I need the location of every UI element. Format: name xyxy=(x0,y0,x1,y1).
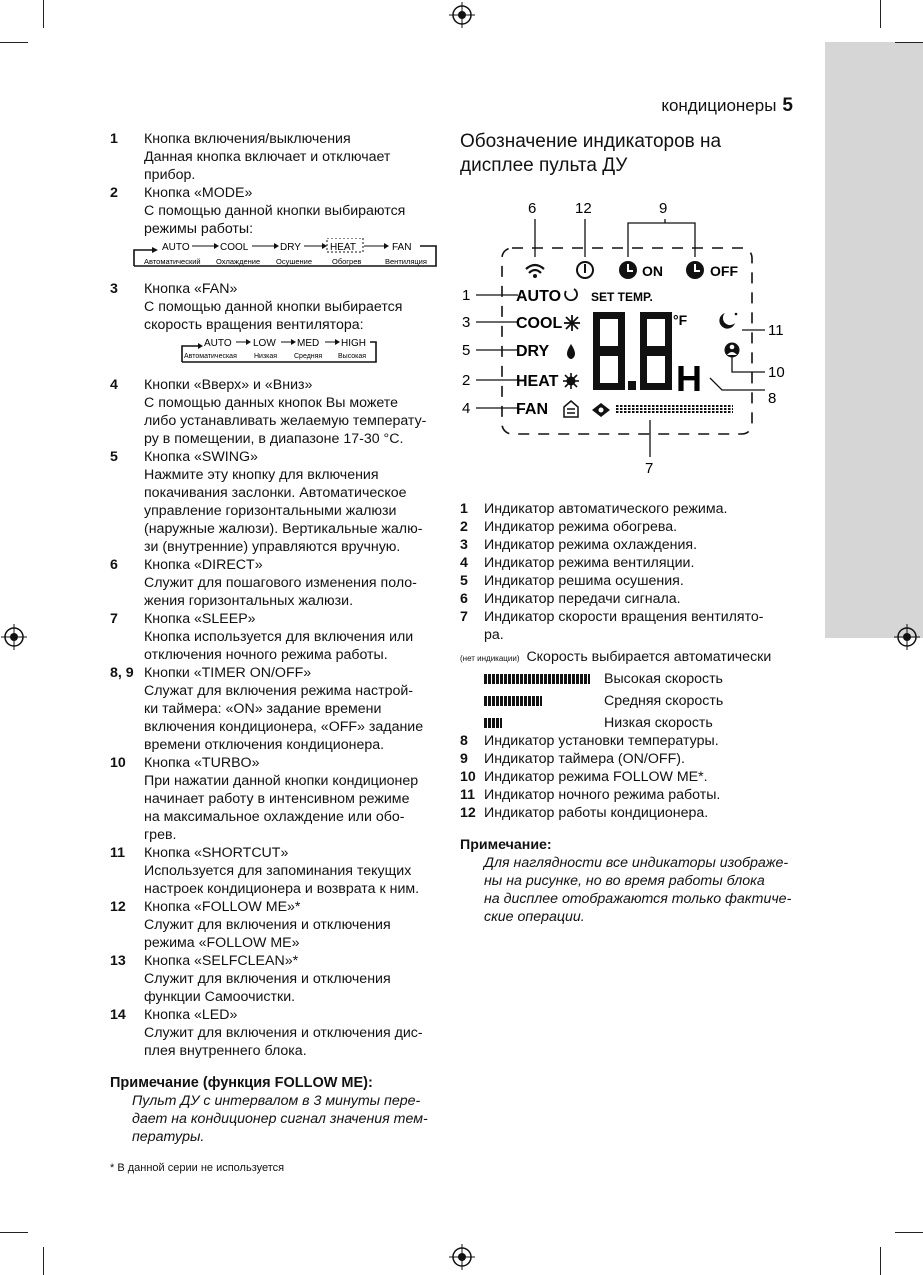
note-line: Для наглядности все индикаторы изображе- xyxy=(484,855,789,871)
crop-mark xyxy=(880,1247,881,1275)
item-number: 4 xyxy=(110,377,118,393)
note-line: пературы. xyxy=(132,1129,205,1145)
callout-12: 12 xyxy=(575,200,592,217)
mode-label: AUTO xyxy=(162,242,190,253)
list-item xyxy=(460,554,800,572)
crop-mark xyxy=(880,0,881,28)
list-item xyxy=(460,590,800,608)
item-title: Кнопки «TIMER ON/OFF» xyxy=(144,665,312,681)
list-item xyxy=(460,572,800,590)
item-text: времени отключения кондиционера. xyxy=(144,737,385,753)
sleep-icon xyxy=(719,313,737,329)
registration-mark-icon xyxy=(449,2,475,28)
list-item xyxy=(460,750,800,768)
arrow-head xyxy=(322,243,327,249)
arrow-head xyxy=(274,243,279,249)
note-line: ны на рисунке, но во время работы блока xyxy=(484,873,765,889)
item-text: Служит для включения и отключения xyxy=(144,917,391,933)
list-item xyxy=(460,732,800,750)
item-number: 1 xyxy=(460,501,468,517)
item-text: Индикатор режима обогрева. xyxy=(484,519,678,535)
note-line: Пульт ДУ с интервалом в 3 минуты пере- xyxy=(132,1093,421,1109)
callout-5: 5 xyxy=(462,342,471,359)
timer-on-icon xyxy=(619,261,637,279)
note-line: дает на кондиционер сигнал значения тем- xyxy=(132,1111,428,1127)
item-title: Кнопка «DIRECT» xyxy=(144,557,263,573)
page-number: 5 xyxy=(782,95,793,116)
speed-label: Низкая скорость xyxy=(604,715,713,731)
set-temp-label: SET TEMP. xyxy=(591,290,653,304)
item-number: 11 xyxy=(460,787,475,803)
item-text: Индикатор таймера (ON/OFF). xyxy=(484,751,685,767)
item-text: отключения ночного режима работы. xyxy=(144,647,388,663)
follow-me-icon xyxy=(725,343,740,358)
item-text: ру в помещении, в диапазоне 17-30 °С. xyxy=(144,431,404,447)
arrow-head xyxy=(246,339,251,345)
snowflake-icon xyxy=(564,315,580,331)
mode-caption: Охлаждение xyxy=(216,257,261,266)
footnote: * В данной серии не используется xyxy=(110,1162,285,1174)
item-text: Служат для включения режима настрой- xyxy=(144,683,414,699)
item-number: 6 xyxy=(110,557,118,573)
arrow-head xyxy=(214,243,219,249)
fan-icon xyxy=(592,403,610,417)
speed-bars-low xyxy=(484,718,502,728)
signal-icon xyxy=(526,265,544,278)
item-number: 7 xyxy=(460,609,468,625)
item-number: 4 xyxy=(460,555,468,571)
item-number: 12 xyxy=(110,899,126,915)
h-segment: H xyxy=(676,358,702,399)
list-item xyxy=(110,1006,440,1060)
leader-line xyxy=(732,355,765,372)
item-number: 13 xyxy=(110,953,126,969)
item-text: С помощью данной кнопки выбираются xyxy=(144,203,406,219)
fan-caption: Высокая xyxy=(338,353,367,360)
item-text: Индикатор передачи сигнала. xyxy=(484,591,681,607)
item-title: Кнопка «LED» xyxy=(144,1007,238,1023)
callout-10: 10 xyxy=(768,364,785,381)
heading-line: дисплее пульта ДУ xyxy=(460,155,628,176)
fan-label: AUTO xyxy=(204,338,232,349)
item-text: настроек кондиционера и возврата к ним. xyxy=(144,881,420,897)
leader-line xyxy=(628,223,695,257)
item-text: ра. xyxy=(484,627,504,643)
note-line: на дисплее отображаются только фактиче- xyxy=(484,891,792,907)
item-title: Кнопки «Вверх» и «Вниз» xyxy=(144,377,313,393)
crop-mark xyxy=(43,1247,44,1275)
item-text: Служит для включения и отключения дис- xyxy=(144,1025,423,1041)
item-text: Индикатор скорости вращения вентилято- xyxy=(484,609,764,625)
note-line: ские операции. xyxy=(484,909,585,925)
heading-line: Обозначение индикаторов на xyxy=(460,131,722,152)
callout-6: 6 xyxy=(528,200,537,217)
sun-icon xyxy=(563,373,579,389)
item-text: При нажатии данной кнопки кондиционер xyxy=(144,773,419,789)
timer-off-label: OFF xyxy=(710,263,738,279)
speed-row-mid xyxy=(460,692,800,710)
mode-caption: Автоматический xyxy=(144,257,201,266)
item-number: 7 xyxy=(110,611,118,627)
item-number: 1 xyxy=(110,131,118,147)
list-item xyxy=(460,518,800,536)
registration-mark-icon xyxy=(1,624,27,650)
item-text: зи (внутренние) управляются вручную. xyxy=(144,539,401,555)
item-text: Кнопка используется для включения или xyxy=(144,629,414,645)
item-text: С помощью данной кнопки выбирается xyxy=(144,299,403,315)
item-text: начинает работу в интенсивном режиме xyxy=(144,791,410,807)
item-number: 10 xyxy=(460,769,476,785)
mode-cycle-diagram xyxy=(130,238,440,274)
callout-1: 1 xyxy=(462,287,471,304)
crop-mark xyxy=(895,42,923,43)
item-title: Кнопка «SWING» xyxy=(144,449,258,465)
callout-3: 3 xyxy=(462,314,471,331)
item-text: грев. xyxy=(144,827,177,843)
list-item xyxy=(460,500,800,518)
list-item xyxy=(110,844,440,898)
list-item xyxy=(110,664,440,754)
item-text: Индикатор решима осушения. xyxy=(484,573,684,589)
item-text: Индикатор режима охлаждения. xyxy=(484,537,698,553)
fan-caption: Автоматическая xyxy=(184,353,237,360)
display-detail xyxy=(460,195,795,485)
section-title: кондиционеры xyxy=(661,96,777,115)
note-title: Примечание: xyxy=(460,837,552,853)
list-item xyxy=(110,376,440,448)
item-text: Служит для пошагового изменения поло- xyxy=(144,575,417,591)
fan-speed-bars xyxy=(616,405,733,414)
page-header xyxy=(661,95,793,117)
callout-9: 9 xyxy=(659,200,668,217)
left-column xyxy=(110,130,440,1146)
list-item xyxy=(460,786,800,804)
item-number: 3 xyxy=(460,537,468,553)
item-text: Служит для включения и отключения xyxy=(144,971,391,987)
crop-mark xyxy=(0,42,28,43)
callout-4: 4 xyxy=(462,400,471,417)
list-item xyxy=(460,608,800,644)
item-title: Кнопка «FOLLOW ME»* xyxy=(144,899,301,915)
item-text: плея внутреннего блока. xyxy=(144,1043,307,1059)
item-title: Кнопка «MODE» xyxy=(144,185,253,201)
callout-8: 8 xyxy=(768,390,777,407)
item-text: Индикатор режима FOLLOW ME*. xyxy=(484,769,708,785)
item-text: Данная кнопка включает и отключает прибор. xyxy=(144,149,391,183)
mode-heat: HEAT xyxy=(516,373,559,390)
item-text: жения горизонтальных жалюзи. xyxy=(144,593,354,609)
item-text: покачивания заслонки. Автоматическое xyxy=(144,485,407,501)
item-text: режима «FOLLOW ME» xyxy=(144,935,300,951)
list-item xyxy=(110,130,440,184)
callout-11: 11 xyxy=(768,322,784,339)
item-number: 12 xyxy=(460,805,476,821)
registration-mark-icon xyxy=(449,1244,475,1270)
mode-label: FAN xyxy=(392,242,412,253)
item-text: Используется для запоминания текущих xyxy=(144,863,412,879)
list-item xyxy=(110,184,440,238)
item-number: 3 xyxy=(110,281,118,297)
section-heading xyxy=(460,130,795,178)
power-icon xyxy=(577,262,593,278)
item-text: С помощью данных кнопок Вы можете xyxy=(144,395,399,411)
fan-speed-diagram xyxy=(180,334,380,368)
mode-auto: AUTO xyxy=(516,288,562,305)
list-item xyxy=(110,898,440,952)
item-text: ки таймера: «ON» задание времени xyxy=(144,701,382,717)
list-item xyxy=(110,280,440,334)
indicator-list xyxy=(460,500,800,926)
speed-bars-high xyxy=(484,674,590,684)
no-indication-label: (нет индикации) xyxy=(460,654,520,663)
item-text: (наружные жалюзи). Вертикальные жалю- xyxy=(144,521,423,537)
mode-caption: Осушение xyxy=(276,257,313,266)
speed-label: Средняя скорость xyxy=(604,693,724,709)
timer-off-icon xyxy=(686,261,704,279)
speed-bars-mid xyxy=(484,696,542,706)
item-number: 2 xyxy=(460,519,468,535)
arrow-head xyxy=(291,339,296,345)
item-text: на максимальное охлаждение или обо- xyxy=(144,809,405,825)
item-text: функции Самоочистки. xyxy=(144,989,296,1005)
fan-label: HIGH xyxy=(341,338,366,349)
drop-icon xyxy=(567,344,575,359)
list-item xyxy=(110,952,440,1006)
item-number: 2 xyxy=(110,185,118,201)
item-title: Кнопка «SLEEP» xyxy=(144,611,256,627)
item-text: режимы работы: xyxy=(144,221,254,237)
item-number: 8 xyxy=(460,733,468,749)
fan-label: LOW xyxy=(253,338,276,349)
speed-auto-row xyxy=(460,648,800,666)
auto-cycle-icon xyxy=(565,289,577,300)
registration-mark-icon xyxy=(894,624,920,650)
leader-line xyxy=(710,378,765,390)
item-text: скорость вращения вентилятора: xyxy=(144,317,364,333)
callout-7: 7 xyxy=(645,460,654,477)
item-text: Индикатор ночного режима работы. xyxy=(484,787,721,803)
callout-2: 2 xyxy=(462,372,471,389)
item-title: Кнопка «FAN» xyxy=(144,281,238,297)
side-tab xyxy=(825,42,923,638)
item-number: 10 xyxy=(110,755,126,771)
note-body xyxy=(132,1092,440,1146)
mode-caption: Обогрев xyxy=(332,257,362,266)
fan-mode-icon xyxy=(564,401,578,417)
item-text: Нажмите эту кнопку для включения xyxy=(144,467,379,483)
item-text: управление горизонтальными жалюзи xyxy=(144,503,397,519)
item-text: Индикатор работы кондиционера. xyxy=(484,805,709,821)
mode-fan: FAN xyxy=(516,401,548,418)
fan-caption: Средняя xyxy=(294,353,323,360)
arrow-head xyxy=(384,243,389,249)
crop-mark xyxy=(0,1232,28,1233)
list-item xyxy=(460,768,800,786)
item-title: Кнопка включения/выключения xyxy=(144,131,351,147)
fan-caption: Низкая xyxy=(254,353,278,360)
speed-row-low xyxy=(460,714,800,732)
fahrenheit-label: °F xyxy=(673,312,688,328)
item-number: 11 xyxy=(110,845,125,861)
crop-mark xyxy=(43,0,44,28)
item-number: 6 xyxy=(460,591,468,607)
note-title: Примечание (функция FOLLOW ME): xyxy=(110,1075,373,1091)
item-number: 9 xyxy=(460,751,468,767)
list-item xyxy=(110,610,440,664)
item-text: Индикатор установки температуры. xyxy=(484,733,719,749)
temperature-digits xyxy=(593,312,672,390)
item-text: включения кондиционера, «OFF» задание xyxy=(144,719,424,735)
mode-caption: Вентиляция xyxy=(385,257,427,266)
list-item xyxy=(460,536,800,554)
mode-cool: COOL xyxy=(516,315,563,332)
speed-auto-text: Скорость выбирается автоматически xyxy=(526,649,772,665)
item-title: Кнопка «SHORTCUT» xyxy=(144,845,289,861)
item-number: 8, 9 xyxy=(110,665,134,681)
list-item xyxy=(110,754,440,844)
item-title: Кнопка «SELFCLEAN»* xyxy=(144,953,299,969)
item-text: Индикатор автоматического режима. xyxy=(484,501,728,517)
mode-label: DRY xyxy=(280,242,301,253)
item-text: либо устанавливать желаемую температу- xyxy=(144,413,427,429)
list-item xyxy=(110,448,440,556)
arrow-head xyxy=(152,247,158,253)
mode-dry: DRY xyxy=(516,343,550,360)
mode-label: COOL xyxy=(220,242,249,253)
note-body xyxy=(484,854,800,926)
timer-on-label: ON xyxy=(642,263,663,279)
speed-row-high xyxy=(460,670,800,688)
item-number: 5 xyxy=(110,449,118,465)
list-item xyxy=(460,804,800,822)
mode-label: HEAT xyxy=(330,242,356,253)
item-number: 14 xyxy=(110,1007,126,1023)
fan-label: MED xyxy=(297,338,320,349)
item-number: 5 xyxy=(460,573,468,589)
arrow-head xyxy=(335,339,340,345)
crop-mark xyxy=(895,1232,923,1233)
speed-label: Высокая скорость xyxy=(604,671,723,687)
arrow-head xyxy=(198,343,203,349)
list-item xyxy=(110,556,440,610)
item-title: Кнопка «TURBO» xyxy=(144,755,260,771)
item-text: Индикатор режима вентиляции. xyxy=(484,555,695,571)
